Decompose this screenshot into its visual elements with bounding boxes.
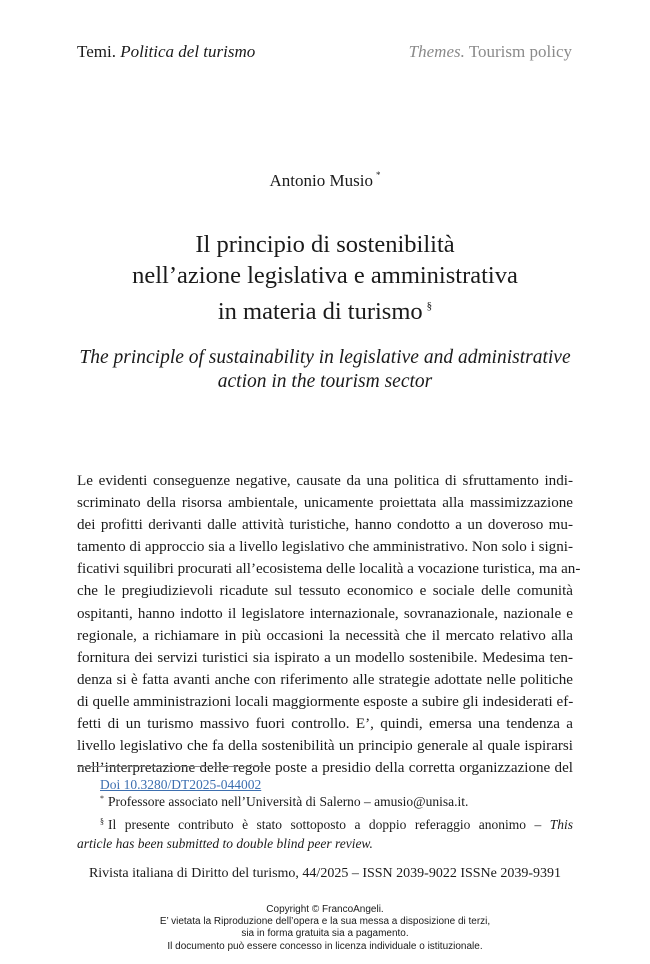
body-line: tamento di approccio sia a livello legislativo che amministrativo. Non solo i signi- [77,539,573,556]
body-line: fetti di un turismo massivo fuori controllo. E’, quindi, emersa una tendenza a [77,716,573,733]
footnote-mark: § [100,817,104,826]
title-footnote-mark: § [426,300,433,312]
article-subtitle-english [60,346,590,394]
title-line [60,291,590,327]
body-line: scriminato della risorsa ambientale, unicamente proiettata alla massimizzazione [77,495,573,512]
body-line: di quelle amministrazioni locali maggiormente esposte a subire gli indesiderati ef- [77,693,574,710]
title-line: Il principio di sostenibilità [195,231,455,258]
footnote-peer-review [77,812,573,853]
copyright-line: Il documento può essere concesso in licenza individuale o istituzionale. [167,940,483,952]
author-name: Antonio Musio [269,171,373,190]
body-line: regionale, a richiamare in più occasioni la necessità che il mercato relativo alla [77,627,573,644]
footnote-author-affiliation [100,794,468,810]
body-line: ospitanti, hanno indotto il legislatore internazionale, sovranazionale, nazionale e [77,605,573,622]
subtitle-line: action in the tourism sector [217,371,433,392]
copyright-line: Copyright © FrancoAngeli. [266,904,384,915]
body-line: che le pregiudizievoli ricadute sul tessuto economico e sociale delle comunità [77,583,573,600]
footnote-text: Professore associato nell’Università di Salerno – amusio@unisa.it. [108,794,469,809]
footnote-italic-text: This [549,817,573,832]
author-line [0,170,650,191]
header-section-label-en: Themes. [408,42,465,61]
title-line: nell’azione legislativa e amministrativa [132,262,518,289]
subtitle-line: The principle of sustainability in legislative and administrative [79,347,571,368]
footnote-mark: * [100,794,104,803]
copyright-line: E’ vietata la Riproduzione dell’opera e la sua messa a disposizione di terzi, [159,916,491,928]
body-line: fornitura dei servizi turistici sia ispirato a un modello sostenibile. Medesima ten- [77,649,573,666]
footnote-separator [77,766,264,767]
copyright-notice [0,904,650,953]
body-line: nell’interpretazione delle regole poste a presidio della corretta organizzazione del [77,760,573,777]
article-title [60,229,590,327]
title-line-text: in materia di turismo [217,298,423,325]
footnote-italic-text: article has been submitted to double blind peer review. [77,836,373,851]
body-line: Le evidenti conseguenze negative, causate da una politica di sfruttamento indi- [77,473,573,489]
body-line: denza si è fatta avanti anche con riferimento alle strategie adottate nelle politiche [77,671,573,688]
author-footnote-mark: * [375,170,381,180]
footnote-text: Il presente contributo è stato sottoposto a doppio referaggio anonimo – [108,817,542,832]
header-section-title: Politica del turismo [120,42,256,61]
running-header-right [409,42,572,62]
header-section-label: Temi. [77,42,116,61]
footnote-line [77,834,573,853]
footnote-line [77,812,573,834]
body-line: dei profitti derivanti dalle attività turistiche, hanno condotto a un doveroso mu- [77,517,573,534]
running-header-left [77,42,255,62]
header-section-title-en: Tourism policy [468,42,572,61]
journal-citation: Rivista italiana di Diritto del turismo, 44/2025 – ISSN 2039-9022 ISSNe 2039-9391 [88,866,562,881]
body-line: ficativi squilibri procurati all’ecosistema delle località a vocazione turistica, ma an- [77,561,581,578]
body-paragraph [77,470,581,779]
body-line: livello legislativo che fa della sostenibilità un principio generale al quale ispirarsi [77,738,573,755]
doi-link[interactable]: Doi 10.3280/DT2025-044002 [100,777,262,792]
copyright-line: sia in forma gratuita sia a pagamento. [241,928,409,940]
